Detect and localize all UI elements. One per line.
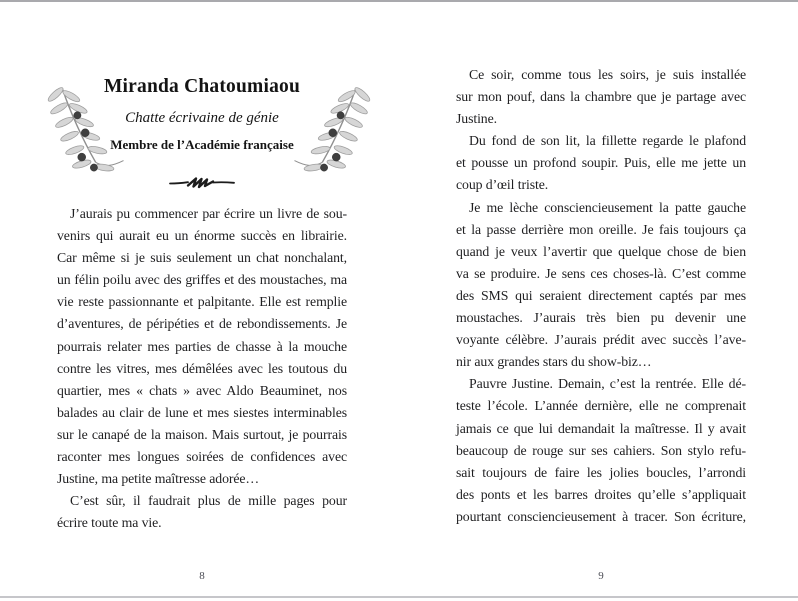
text-line: nir aux grandes stars du show-biz…	[456, 354, 652, 370]
section-divider-icon	[57, 176, 347, 195]
text-line: quartier, mes « chats » avec Aldo Beauminet, nos	[57, 382, 347, 398]
text-line: sait toujours de faire les jolies boucles, l’arrondi	[456, 464, 746, 480]
text-line: des ponts et les barres droites qu’elle s’appliquait	[456, 486, 746, 502]
text-line: Ce soir, comme tous les soirs, je suis installée	[469, 67, 746, 82]
text-line: voyante célèbre. J’aurais prédit avec succès l’ave-	[456, 332, 746, 348]
text-line: Justine.	[456, 111, 497, 127]
text-line: J’aurais pu commencer par écrire un livre de sou-	[70, 206, 347, 221]
paragraph	[57, 203, 347, 490]
left-page-header	[57, 74, 347, 155]
author-tagline: Chatte écrivaine de génie	[125, 110, 279, 126]
paragraph	[57, 490, 347, 534]
text-line: des SMS qui seraient directement captés par mes	[456, 287, 746, 303]
text-line: d’aventures, de péripéties et de rebondissements. Je	[57, 316, 347, 332]
text-line: Justine, ma petite maîtresse adorée…	[57, 471, 260, 487]
text-line: venirs qui aurait eu un énorme succès en librairie.	[57, 228, 347, 244]
text-line: moustaches. J’aurais très bien pu devenir une	[456, 310, 746, 326]
text-line: Je me lèche consciencieusement la patte gauche	[469, 199, 746, 215]
text-line: pourrais relater mes parties de chasse à la mouche	[57, 338, 347, 354]
text-line: C’est sûr, il faudrait plus de mille pages pour	[70, 493, 347, 509]
text-line: et pousse un profond soupir. Puis, elle me jette un	[456, 155, 746, 171]
page-number-right: 9	[598, 570, 604, 582]
text-line: teste l’école. L’année dernière, elle ne comprenait	[456, 398, 746, 414]
page-number-left: 8	[199, 570, 205, 582]
text-line: sur le canapé de la maison. Mais surtout, je pourrais	[57, 426, 347, 442]
paragraph	[456, 197, 746, 374]
paragraph	[456, 130, 746, 196]
left-page-body	[57, 203, 347, 534]
text-line: Car même si je suis seulement un chat nonchalant,	[57, 250, 347, 266]
text-line: va se produire. Je sens ces choses-là. C’est comme	[456, 265, 746, 281]
text-line: quand je veux l’avertir que quelque chose de bien	[456, 243, 746, 259]
text-line: sur mon pouf, dans la chambre que je partage avec	[456, 89, 746, 105]
text-line: pourtant consciencieusement à tracer. Son écriture,	[456, 508, 746, 524]
text-line: écrire toute ma vie.	[57, 515, 162, 531]
text-line: et la passe derrière mon oreille. Je fais toujours ça	[456, 221, 746, 237]
text-line: raconter mes longues soirées de confidences avec	[57, 449, 347, 465]
text-line: balades au clair de lune et mes siestes interminables	[57, 404, 347, 420]
right-page-body	[456, 64, 746, 528]
text-line: coup d’œil triste.	[456, 177, 549, 193]
text-line: Pauvre Justine. Demain, c’est la rentrée. Elle dé-	[469, 376, 746, 392]
text-line: jamais ce que lui demandait la maîtresse. Il y avait	[456, 420, 746, 436]
text-line: contre les vitres, mes démêlées avec les toutous du	[57, 360, 347, 376]
paragraph	[456, 373, 746, 528]
text-line: Du fond de son lit, la fillette regarde le plafond	[469, 133, 746, 149]
page-top-edge	[0, 0, 798, 2]
paragraph	[456, 64, 746, 130]
author-name: Miranda Chatoumiaou	[103, 76, 301, 97]
text-line: beaucoup de rouge sur ses cahiers. Son stylo refu-	[456, 442, 746, 458]
author-affiliation: Membre de l’Académie française	[110, 137, 294, 152]
text-line: vie reste passionnante et palpitante. Elle est remplie	[57, 294, 347, 310]
page-bottom-edge	[0, 596, 798, 598]
text-line: un félin poilu avec des griffes et des moustaches, ma	[57, 272, 347, 288]
